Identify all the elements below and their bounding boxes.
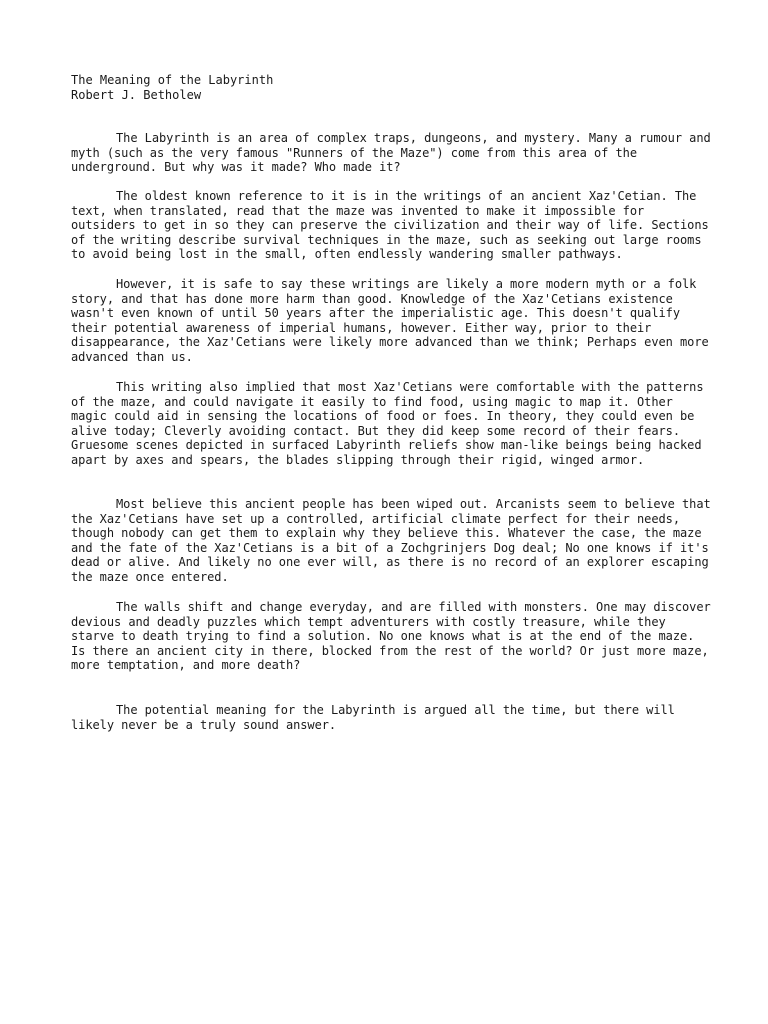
paragraph-1: The Labyrinth is an area of complex traps, dungeons, and mystery. Many a rumour and myth (such as the very famous "Runners of the Maze") come from this area of the underground. But why was it made? Who made it? bbox=[71, 131, 711, 175]
paragraph-4: This writing also implied that most Xaz'Cetians were comfortable with the patterns of the maze, and could navigate it easily to find food, using magic to map it. Other magic could aid in sensing the locations of food or foes. In theory, they could even be alive today; Cleverly avoiding contact. But they did keep some record of their fears. Gruesome scenes depicted in surfaced Labyrinth reliefs show man-like beings being hacked apart by axes and spears, the blades slipping through their rigid, winged armor. bbox=[71, 380, 704, 467]
document-header bbox=[71, 73, 711, 102]
paragraph-7: The potential meaning for the Labyrinth is argued all the time, but there will likely never be a truly sound answer. bbox=[71, 703, 675, 732]
paragraph-2: The oldest known reference to it is in the writings of an ancient Xaz'Cetian. The text, when translated, read that the maze was invented to make it impossible for outsiders to get in so they can preserve the civilization and their way of life. Sections of the writing describe survival techniques in the maze, such as seeking out large rooms to avoid being lost in the small, often endlessly wandering smaller pathways. bbox=[71, 189, 709, 262]
paragraph-6: The walls shift and change everyday, and are filled with monsters. One may discover devious and deadly puzzles which tempt adventurers with costly treasure, while they starve to death trying to find a solution. No one knows what is at the end of the maze. Is there an ancient city in there, blocked from the rest of the world? Or just more maze, more temptation, and more death? bbox=[71, 600, 711, 673]
document-author: Robert J. Betholew bbox=[71, 87, 202, 102]
paragraph-5: Most believe this ancient people has been wiped out. Arcanists seem to believe that the Xaz'Cetians have set up a controlled, artificial climate perfect for their needs, though nobody can get them to explain why they believe this. Whatever the case, the maze and the fate of the Xaz'Cetians is a bit of a Zochgrinjers Dog deal; No one knows if it's dead or alive. And likely no one ever will, as there is no record of an explorer escaping the maze once entered. bbox=[71, 497, 711, 584]
paragraph-3: However, it is safe to say these writings are likely a more modern myth or a folk story, and that has done more harm than good. Knowledge of the Xaz'Cetians existence wasn't even known of until 50 years after the imperialistic age. This doesn't qualify their potential awareness of imperial humans, however. Either way, prior to their disappearance, the Xaz'Cetians were likely more advanced than we think; Perhaps even more advanced than us. bbox=[71, 277, 709, 364]
document-title: The Meaning of the Labyrinth bbox=[71, 73, 274, 87]
